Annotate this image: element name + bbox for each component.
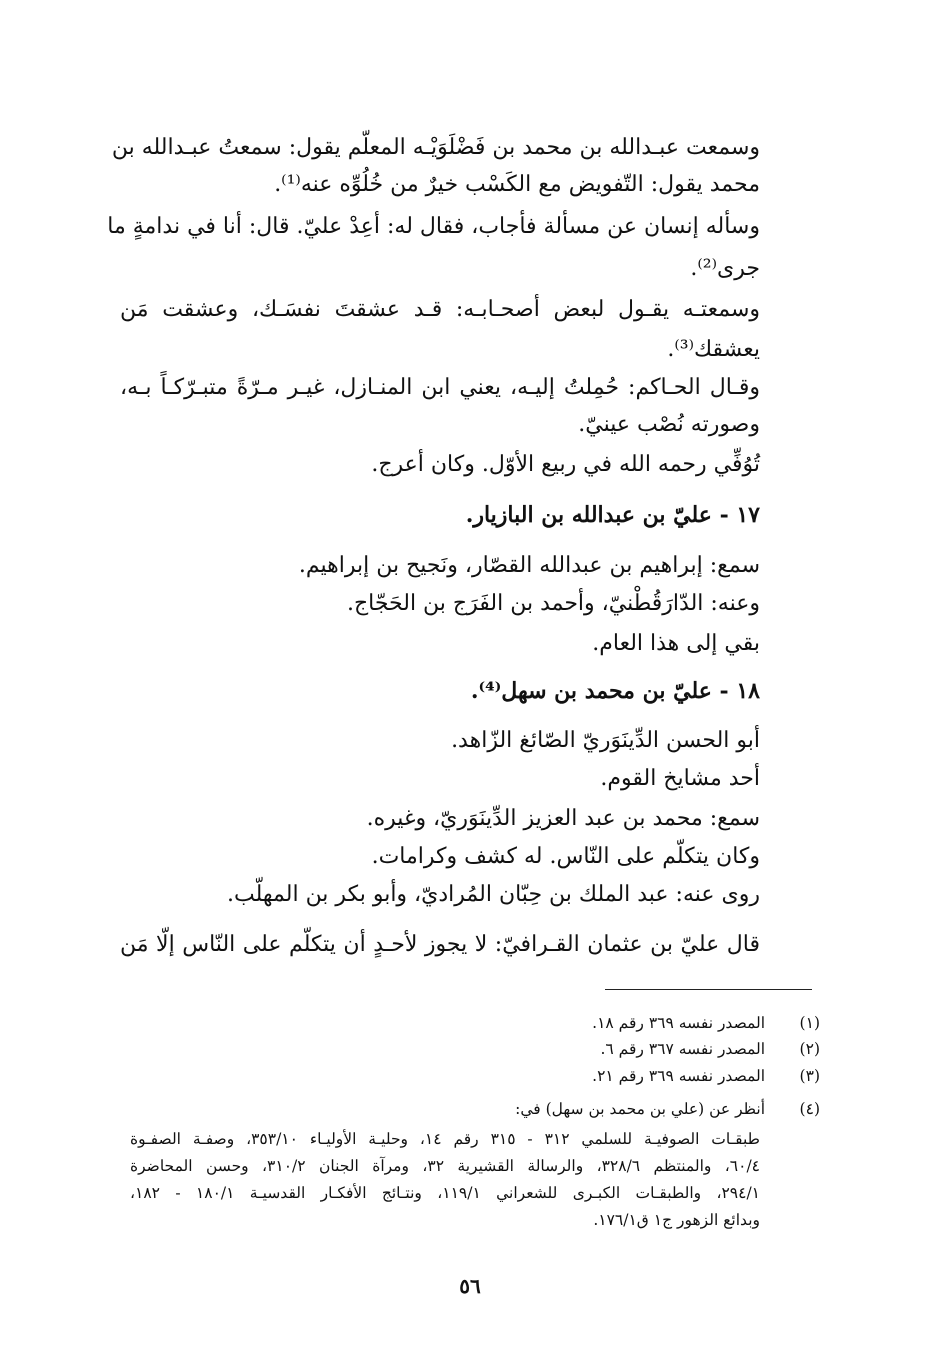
body-line: جرى⁽²⁾.	[690, 256, 760, 281]
footnote-text: المصدر نفسه ٣٦٧ رقم ٦.	[600, 1040, 765, 1058]
body-line: يعشقك⁽³⁾.	[667, 337, 760, 362]
footnote-number: (٤)	[799, 1100, 820, 1118]
footnote-continuation: وبدائع الزهور ج١ ق١٧٦/١.	[593, 1211, 760, 1229]
body-line: وقـال الحـاكم: حُمِلتُ إليـه، يعني ابن المنـازل، غيـر مـرّةً متبـرّكـاً بـه،	[120, 375, 760, 400]
footnote-continuation: ٦٠/٤، والمنتظم ٣٢٨/٦، والرسالة القشيرية ٣٢، ومرآة الجنان ٣١٠/٢، وحسن المحاضرة	[130, 1157, 760, 1175]
footnote-continuation: طبقـات الصوفيـة للسلمي ٣١٢ - ٣١٥ رقم ١٤، وحليـة الأوليـاء ٣٥٣/١٠، وصفـة الصفـوة	[130, 1130, 761, 1148]
body-line: وسأله إنسان عن مسألة فأجاب، فقال له: أعِدْ عليّ. قال: أنا في ندامةٍ ما	[107, 214, 760, 239]
footnote-text: المصدر نفسه ٣٦٩ رقم ٢١.	[592, 1067, 765, 1085]
body-line: وسمعت عبـدالله بن محمد بن فَضْلَوَيْـه المعلّم يقول: سمعتُ عبـدالله بن	[111, 135, 760, 160]
entry-line: أبو الحسن الدِّينَوَريّ الصّائغ الزّاهد.	[451, 728, 760, 753]
entry-line: وعنه: الدّارَقُطْنيّ، وأحمد بن الفَرَج بن الحَجّاج.	[346, 591, 760, 616]
entry-line: أحد مشايخ القوم.	[600, 766, 760, 791]
body-line: وصورته نُصْب عينيّ.	[578, 412, 760, 437]
entry-heading-18: ١٨ - عليّ بن محمد بن سهل⁽⁴⁾.	[470, 678, 760, 704]
body-line: وسمعتـه يقـول لبعض أصحـابـه: قـد عشقتَ نفسَـك، وعشقت مَن	[120, 297, 760, 322]
body-line: تُوُفِّي رحمه الله في ربيع الأوّل. وكان أعرج.	[371, 452, 760, 477]
entry-line: قال عليّ بن عثمان القـرافيّ: لا يجوز لأحـدٍ أن يتكلّم على النّاس إلّا مَن	[120, 932, 760, 957]
entry-heading-17: ١٧ - عليّ بن عبدالله بن البازيار.	[465, 502, 760, 528]
footnote-number: (٣)	[799, 1067, 820, 1085]
entry-line: وكان يتكلّم على النّاس. له كشف وكرامات.	[371, 844, 760, 869]
footnote-continuation: ٢٩٤/١، والطبقـات الكبـرى للشعراني ١١٩/١، ونتـائج الأفكـار القدسيـة ١٨٠/١ - ١٨٢،	[130, 1184, 761, 1202]
body-line: محمد يقول: التّفويض مع الكَسْب خيرٌ من خُلُوِّه عنه⁽¹⁾.	[274, 172, 760, 197]
footnote-text: أنظر عن (علي بن محمد بن سهل) في:	[515, 1100, 765, 1118]
entry-line: سمع: إبراهيم بن عبدالله القصّار، ونَجيح بن إبراهيم.	[298, 553, 760, 578]
footnote-separator	[605, 989, 812, 990]
entry-line: سمع: محمد بن عبد العزيز الدِّينَوَريّ، وغيره.	[366, 806, 760, 831]
page-number: ٥٦	[459, 1274, 481, 1298]
footnote-number: (١)	[799, 1014, 820, 1032]
entry-line: روى عنه: عبد الملك بن حِبّان المُراديّ، وأبو بكر بن المهلّب.	[227, 882, 760, 907]
entry-line: بقي إلى هذا العام.	[592, 631, 760, 656]
footnote-text: المصدر نفسه ٣٦٩ رقم ١٨.	[592, 1014, 765, 1032]
footnote-number: (٢)	[799, 1040, 820, 1058]
